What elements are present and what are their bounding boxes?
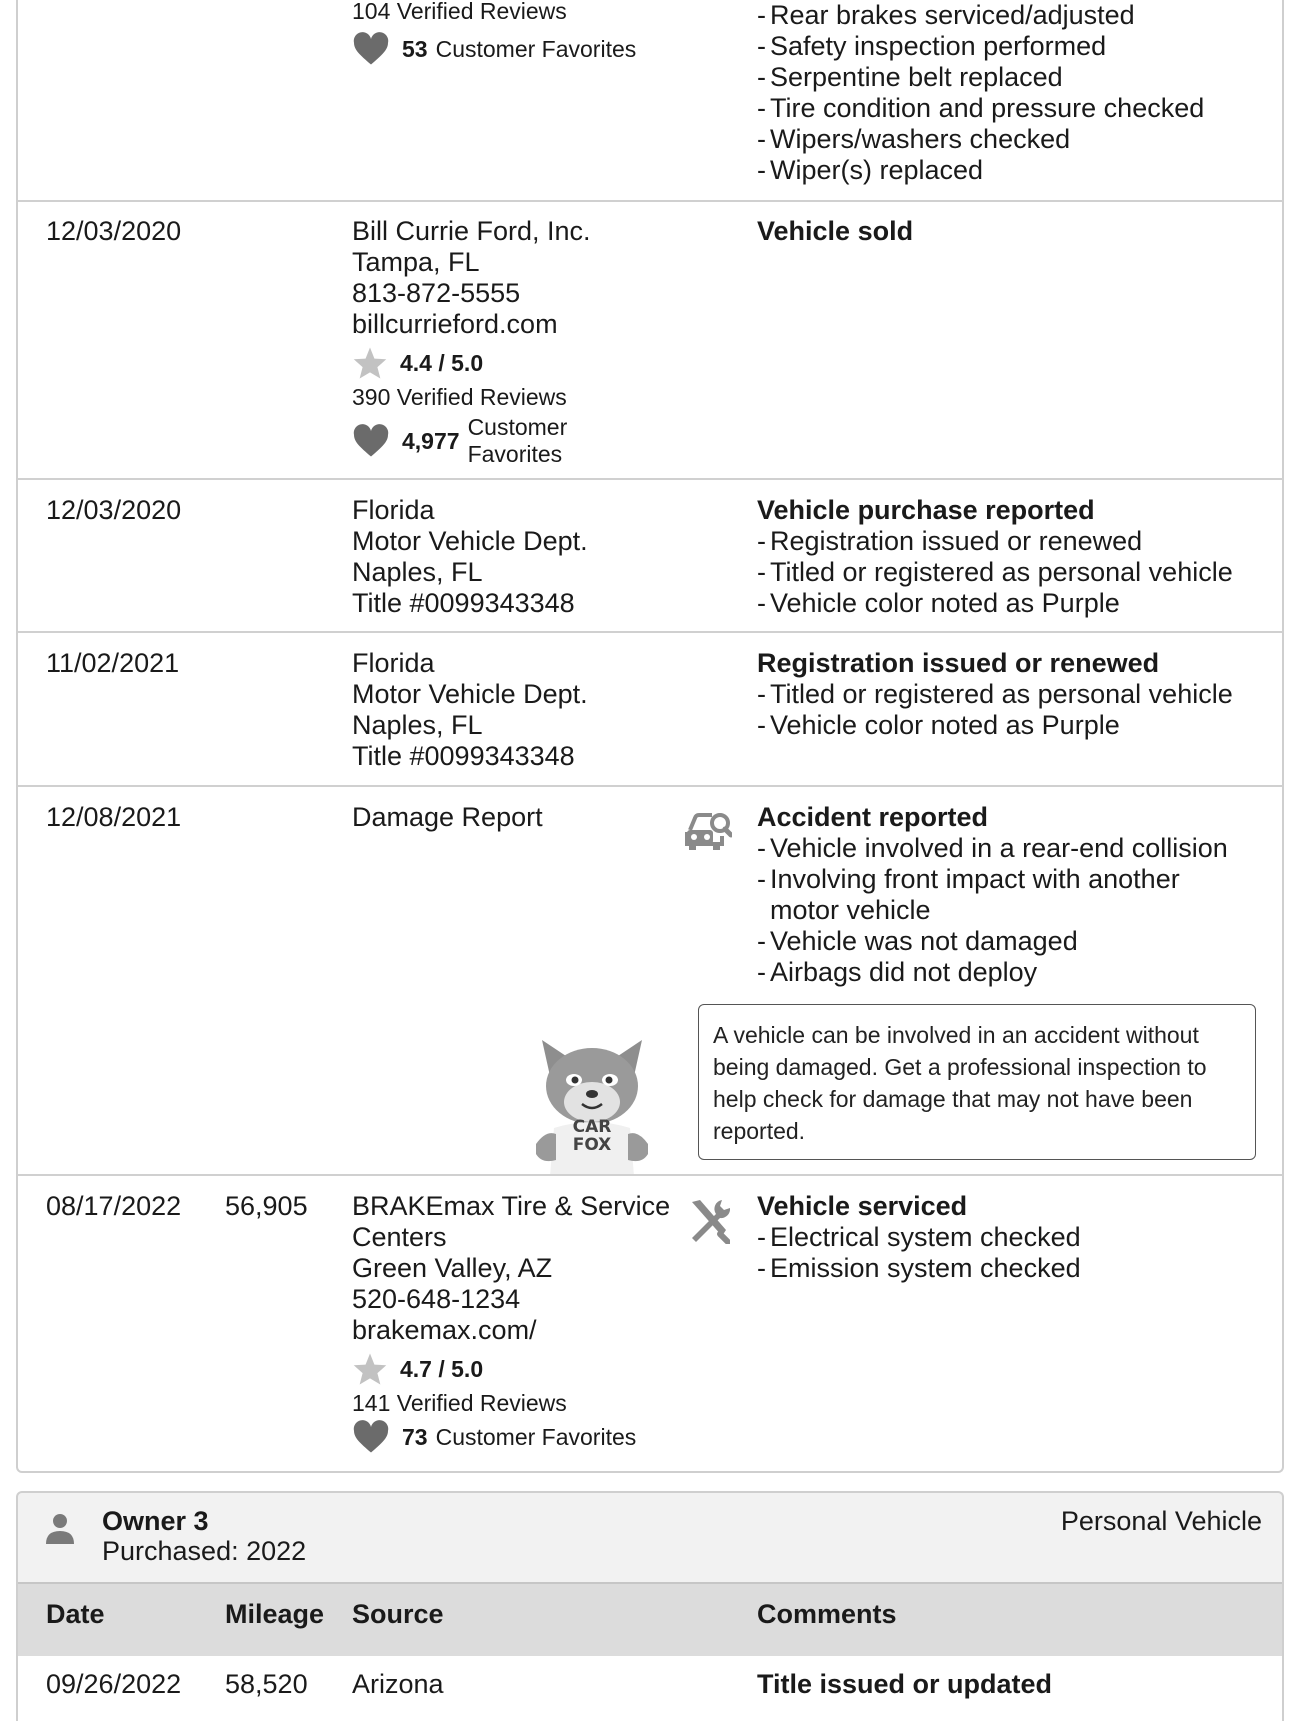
comment-line: - Safety inspection performed — [757, 31, 1107, 61]
record-source: Florida Motor Vehicle Dept. Naples, FL Title #0099343348 — [352, 648, 588, 771]
record-comments — [757, 802, 1228, 988]
record-date: 11/02/2021 — [46, 648, 180, 678]
star-icon — [352, 346, 388, 380]
comment-line: - Vehicle was not damaged — [757, 926, 1078, 956]
record-title: Title issued or updated — [757, 1669, 1053, 1699]
comment-line: - Wipers/washers checked — [757, 124, 1071, 154]
record-comments — [757, 1191, 1081, 1284]
owner-label: Owner 3 — [102, 1506, 209, 1536]
verified-reviews[interactable]: 390 Verified Reviews — [352, 384, 567, 410]
verified-reviews[interactable]: 141 Verified Reviews — [352, 1390, 567, 1416]
comment-line: - Electrical system checked — [757, 1222, 1081, 1252]
record-source: Bill Currie Ford, Inc. Tampa, FL 813-872-5555 billcurrieford.com 4.4 / 5.0 390 Verified Reviews 4,977 Customer Favorites — [352, 216, 591, 467]
owner-purchased: Purchased: 2022 — [102, 1536, 307, 1566]
row-divider — [18, 631, 1284, 633]
col-header-date: Date — [46, 1599, 105, 1629]
record-title: Accident reported — [757, 802, 989, 832]
record-title: Vehicle purchase reported — [757, 495, 1095, 525]
comment-line: - Vehicle color noted as Purple — [757, 588, 1120, 618]
comment-line: motor vehicle — [770, 895, 931, 925]
heart-icon — [352, 424, 390, 458]
comment-line: - Rear brakes serviced/adjusted — [757, 0, 1135, 30]
accident-info-tip: A vehicle can be involved in an accident without being damaged. Get a professional inspection to help check for damage that may not have been reported. — [698, 1004, 1256, 1160]
record-date: 09/26/2022 — [46, 1669, 182, 1699]
col-header-source: Source — [352, 1599, 444, 1629]
comment-line: - Airbags did not deploy — [757, 957, 1038, 987]
row-divider — [18, 785, 1284, 787]
comment-line: - Titled or registered as personal vehicle — [757, 679, 1233, 709]
star-icon — [352, 1352, 388, 1386]
record-mileage: 56,905 — [225, 1191, 308, 1221]
row-divider — [18, 478, 1284, 480]
col-header-mileage: Mileage — [225, 1599, 325, 1629]
comment-line: - Serpentine belt replaced — [757, 62, 1063, 92]
rating[interactable]: 4.7 / 5.0 — [352, 1352, 670, 1386]
service-tools-icon — [686, 1196, 730, 1244]
carfox-mascot — [530, 1036, 654, 1176]
person-icon — [44, 1512, 76, 1544]
record-comments — [757, 648, 1233, 741]
customer-favorites: 53 Customer Favorites — [352, 32, 636, 66]
comment-line: - Titled or registered as personal vehicle — [757, 557, 1233, 587]
record-mileage: 58,520 — [225, 1669, 308, 1699]
record-date: 12/03/2020 — [46, 216, 182, 246]
comment-line: - Registration issued or renewed — [757, 526, 1143, 556]
comment-line: - Vehicle involved in a rear-end collision — [757, 833, 1228, 863]
record-source: BRAKEmax Tire & Service Centers Green Valley, AZ 520-648-1234 brakemax.com/ 4.7 / 5.0 141 Verified Reviews 73 Customer Favorites — [352, 1191, 670, 1454]
record-title: Vehicle sold — [757, 216, 914, 246]
record-title: Vehicle serviced — [757, 1191, 968, 1221]
record-source: Arizona — [352, 1669, 444, 1699]
col-header-comments: Comments — [757, 1599, 897, 1629]
table-body — [18, 1656, 1282, 1721]
customer-favorites: 73 Customer Favorites — [352, 1420, 670, 1454]
comment-line: - Vehicle color noted as Purple — [757, 710, 1120, 740]
row-divider — [18, 200, 1284, 202]
record-title: Registration issued or renewed — [757, 648, 1160, 678]
rating[interactable]: 4.4 / 5.0 — [352, 346, 591, 380]
record-date: 12/08/2021 — [46, 802, 182, 832]
record-comments — [757, 495, 1233, 619]
mascot-shirt-text: CAR FOX — [572, 1117, 612, 1155]
owner-vehicle-type: Personal Vehicle — [1060, 1506, 1262, 1536]
comment-line: - Tire condition and pressure checked — [757, 93, 1205, 123]
record-comments — [757, 0, 1204, 186]
heart-icon — [352, 32, 390, 66]
verified-reviews[interactable]: 104 Verified Reviews — [352, 0, 567, 24]
car-damage-icon — [684, 808, 732, 852]
record-date: 08/17/2022 — [46, 1191, 182, 1221]
record-source: Florida Motor Vehicle Dept. Naples, FL Title #0099343348 — [352, 495, 588, 618]
record-date: 12/03/2020 — [46, 495, 182, 525]
comment-line: - Wiper(s) replaced — [757, 155, 984, 185]
heart-icon — [352, 1420, 390, 1454]
table-header — [18, 1582, 1282, 1658]
comment-line: - Involving front impact with another — [757, 864, 1180, 894]
record-source: Damage Report — [352, 802, 543, 832]
customer-favorites: 4,977 Customer Favorites — [352, 414, 591, 468]
row-divider — [18, 1174, 1284, 1176]
comment-line: - Emission system checked — [757, 1253, 1081, 1283]
